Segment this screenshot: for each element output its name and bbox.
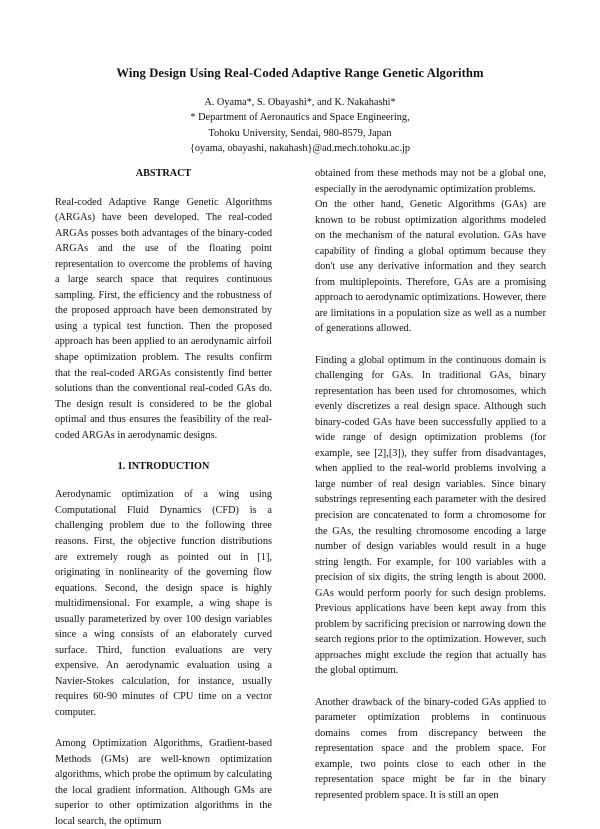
left-column [55,166,272,829]
body-paragraph: Another drawback of the binary-coded GAs applied to parameter optimization problems in continuous domains comes from discrepancy between the representation space and the problem space. For example, two points close to each other in the representation space might be far in the binary represented problem space. It is still an open [315,696,546,801]
author-block [0,95,600,157]
authors: A. Oyama*, S. Obayashi*, and K. Nakahashi* [204,97,396,108]
body-paragraph: On the other hand, Genetic Algorithms (GAs) are known to be robust optimization algorithms modeled on the mechanism of the natural evolution. GAs have capability of finding a global optimum because they don't use any derivative information and they search from multiplepoints. Therefore, GAs are a promising approach to aerodynamic optimizations. However, there are limitations in a population size as well as a number of generations allowed. [315,199,546,335]
paper-title: Wing Design Using Real-Coded Adaptive Range Genetic Algorithm [116,66,484,80]
abstract-paragraph: Real-coded Adaptive Range Genetic Algorithms (ARGAs) have been developed. The real-coded ARGAs posses both advantages of the binary-coded ARGAs and the use of the floating point representation to overcome the problems of having a large search space that requires continuous sampling. First, the efficiency and the robustness of the proposed approach have been demonstrated by using a typical test function. Then the proposed approach has been applied to an aerodynamic airfoil shape optimization problem. The results confirm that the real-coded ARGAs consistently find better solutions than the conventional real-coded GAs do. The design result is considered to be the global optimal and thus ensures the feasibility of the real-coded ARGAs in aerodynamic designs. [55,196,272,441]
affiliation-line: * Department of Aeronautics and Space Engineering, [190,112,410,124]
right-column [315,166,546,803]
body-paragraph: obtained from these methods may not be a global one, especially in the aerodynamic optimization problems. [315,168,546,195]
body-paragraph: Among Optimization Algorithms, Gradient-based Methods (GMs) are well-known optimization algorithms, which probe the optimum by calculating the local gradient information. Although GMs are superior to other optimization algorithms in the local search, the optimum [55,738,272,827]
introduction-heading: 1. INTRODUCTION [117,460,210,472]
body-paragraph: Finding a global optimum in the continuous domain is challenging for GAs. In traditional GAs, binary representation has been used for chromosomes, which evenly discretizes a real design space. Although such binary-coded GAs have been successfully applied to a wide range of design optimization problems (for example, see [2],[3]), they suffer from disadvantages, when applied to the real-world problems involving a large number of real design variables. Since binary substrings representing each parameter with the desired precision are concatenated to form a chromosome for the GAs, the resulting chromosome encoding a large number of design variables would result in a huge string length. For example, for 100 variables with a precision of six digits, the string length is about 2000. GAs would perform poorly for such design problems. Previous applications have been kept away from this problem by sacrificing precision or narrowing down the search regions prior to the optimization. However, such approaches might exclude the region that actually has the global optimum. [315,354,546,677]
body-paragraph: Aerodynamic optimization of a wing using Computational Fluid Dynamics (CFD) is a challenging problem due to the following three reasons. First, the objective function distributions are extremely rough as pointed out in [1], originating in nonlinearity of the governing flow equations. Second, the design space is highly multidimensional. For example, a wing shape is usually parameterized by over 100 design variables since a wing consists of an elaborately curved surface. Third, function evaluations are very expensive. An aerodynamic evaluation using a Navier-Stokes calculation, for instance, usually requires 60-90 minutes of CPU time on a vector computer. [55,489,272,718]
abstract-heading: ABSTRACT [135,168,192,179]
affiliation-line: Tohoku University, Sendai, 980-8579, Japan [208,127,392,139]
email-line: {oyama, obayashi, nakahash}@ad.mech.tohoku.ac.jp [189,143,411,155]
